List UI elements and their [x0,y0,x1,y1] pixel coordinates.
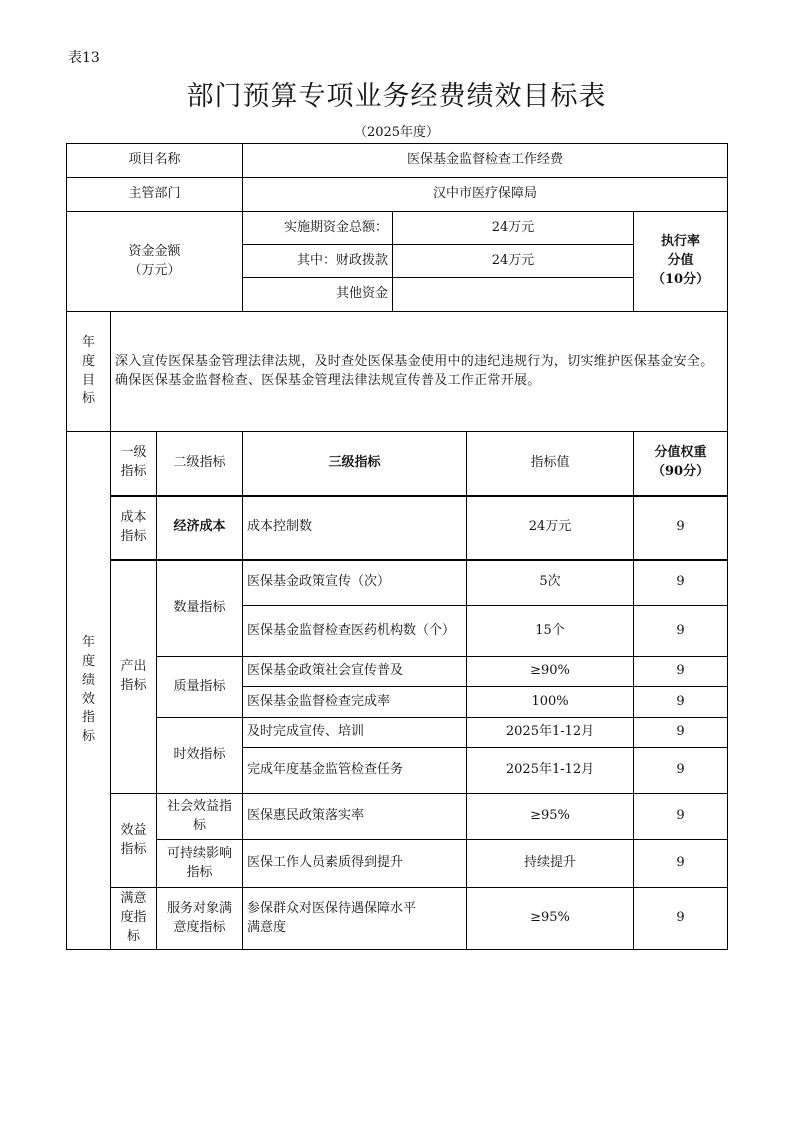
output-row-2-value: 15个 [467,606,634,657]
exec-rate-line2: 分值 [667,253,694,269]
cost-level2: 经济成本 [157,496,243,560]
output-row-2-name: 医保基金监督检查医药机构数（个） [243,606,467,657]
sustain-line2: 指标 [186,864,213,880]
annual-goal-text: 深入宣传医保基金管理法律法规，及时查处医保基金使用中的违纪违规行为，切实维护医保基金安全。确保医保基金监督检查、医保基金管理法律法规宣传普及工作正常开展。 [111,312,728,432]
exec-rate-score [634,212,728,312]
timeliness-level2: 时效指标 [157,718,243,794]
table-number: 表13 [68,50,100,66]
weight-header [634,432,728,496]
goal-char-4: 标 [81,391,95,407]
output-row-4-weight: 9 [634,687,728,718]
cost-level1-line2: 指标 [120,528,147,544]
output-row-6-weight: 9 [634,748,728,794]
satisfaction-value: ≥95% [467,888,634,950]
project-name-label: 项目名称 [67,144,243,178]
benefit-level1-line2: 指标 [120,841,147,857]
output-row-3-name: 医保基金政策社会宣传普及 [243,657,467,687]
annual-goal-label [67,312,111,432]
other-fund-label: 其他资金 [243,278,393,312]
output-level1 [111,560,157,794]
total-fund-label: 实施期资金总额： [243,212,393,245]
sustain-level2 [157,840,243,888]
output-row-1-name: 医保基金政策宣传（次） [243,560,467,606]
benefit-row-2-weight: 9 [634,840,728,888]
indicators-char-1: 年 [81,634,95,650]
output-row-2-weight: 9 [634,606,728,657]
indicators-char-4: 效 [81,691,95,707]
satisfaction-name [243,888,467,950]
weight-header-line2: （90分） [651,464,710,480]
quality-level2: 质量指标 [157,657,243,718]
project-name-value: 医保基金监督检查工作经费 [243,144,728,178]
indicators-char-6: 标 [81,729,95,745]
satisfaction-line1: 满意 [120,891,147,907]
level2-header: 二级指标 [157,432,243,496]
benefit-row-1-name: 医保惠民政策落实率 [243,794,467,840]
benefit-row-2-value: 持续提升 [467,840,634,888]
output-row-4-value: 100% [467,687,634,718]
output-row-1-weight: 9 [634,560,728,606]
year-label: （2025年度） [353,125,440,140]
fiscal-fund-label: 其中：财政拨款 [243,245,393,278]
exec-rate-line3: （10分） [651,271,710,287]
indicators-char-5: 指 [81,710,95,726]
output-row-5-value: 2025年1-12月 [467,718,634,748]
dept-label: 主管部门 [67,178,243,212]
goal-char-3: 目 [81,372,95,388]
cost-weight: 9 [634,496,728,560]
page-title: 部门预算专项业务经费绩效目标表 [186,81,607,112]
satisfaction-line3: 标 [126,928,140,944]
level1-header-line1: 一级 [120,445,147,461]
output-level1-line1: 产出 [120,658,147,674]
other-fund-value [393,278,634,312]
satisfaction-name-line1: 参保群众对医保待遇保障水平 [247,900,417,916]
fund-label-line2: （万元） [128,262,181,278]
output-row-3-weight: 9 [634,657,728,687]
indicators-char-3: 绩 [81,672,95,688]
satisfaction-line2: 度指 [120,910,147,926]
output-row-4-name: 医保基金监督检查完成率 [243,687,467,718]
social-benefit-level2 [157,794,243,840]
social-benefit-line2: 标 [193,817,207,833]
output-row-6-value: 2025年1-12月 [467,748,634,794]
quantity-level2: 数量指标 [157,560,243,657]
goal-char-2: 度 [81,353,95,369]
fund-label-line1: 资金金额 [128,243,181,259]
satisfaction-l2-line2: 意度指标 [173,919,226,935]
benefit-row-1-value: ≥95% [467,794,634,840]
benefit-row-1-weight: 9 [634,794,728,840]
benefit-row-2-name: 医保工作人员素质得到提升 [243,840,467,888]
output-level1-line2: 指标 [120,677,147,693]
satisfaction-weight: 9 [634,888,728,950]
total-fund-value: 24万元 [393,212,634,245]
level3-header: 三级指标 [243,432,467,496]
fiscal-fund-value: 24万元 [393,245,634,278]
indicators-char-2: 度 [81,653,95,669]
cost-name: 成本控制数 [243,496,467,560]
satisfaction-name-line2: 满意度 [247,919,287,935]
satisfaction-l2-line1: 服务对象满 [167,900,233,916]
performance-table [66,143,728,950]
exec-rate-line1: 执行率 [661,234,701,250]
output-row-6-name: 完成年度基金监管检查任务 [243,748,467,794]
cost-level1-line1: 成本 [120,509,147,525]
cost-value: 24万元 [467,496,634,560]
dept-value: 汉中市医疗保障局 [243,178,728,212]
satisfaction-level1 [111,888,157,950]
satisfaction-level2 [157,888,243,950]
benefit-level1-line1: 效益 [120,822,147,838]
value-header: 指标值 [467,432,634,496]
output-row-1-value: 5次 [467,560,634,606]
social-benefit-line1: 社会效益指 [167,798,233,814]
level1-header-line2: 指标 [120,464,147,480]
output-row-3-value: ≥90% [467,657,634,687]
goal-char-1: 年 [81,334,95,350]
output-row-5-name: 及时完成宣传、培训 [243,718,467,748]
cost-level1 [111,496,157,560]
benefit-level1 [111,794,157,888]
sustain-line1: 可持续影响 [167,845,233,861]
output-row-5-weight: 9 [634,718,728,748]
indicators-section-label [67,432,111,950]
level1-header [111,432,157,496]
fund-label [67,212,243,312]
weight-header-line1: 分值权重 [654,445,707,461]
